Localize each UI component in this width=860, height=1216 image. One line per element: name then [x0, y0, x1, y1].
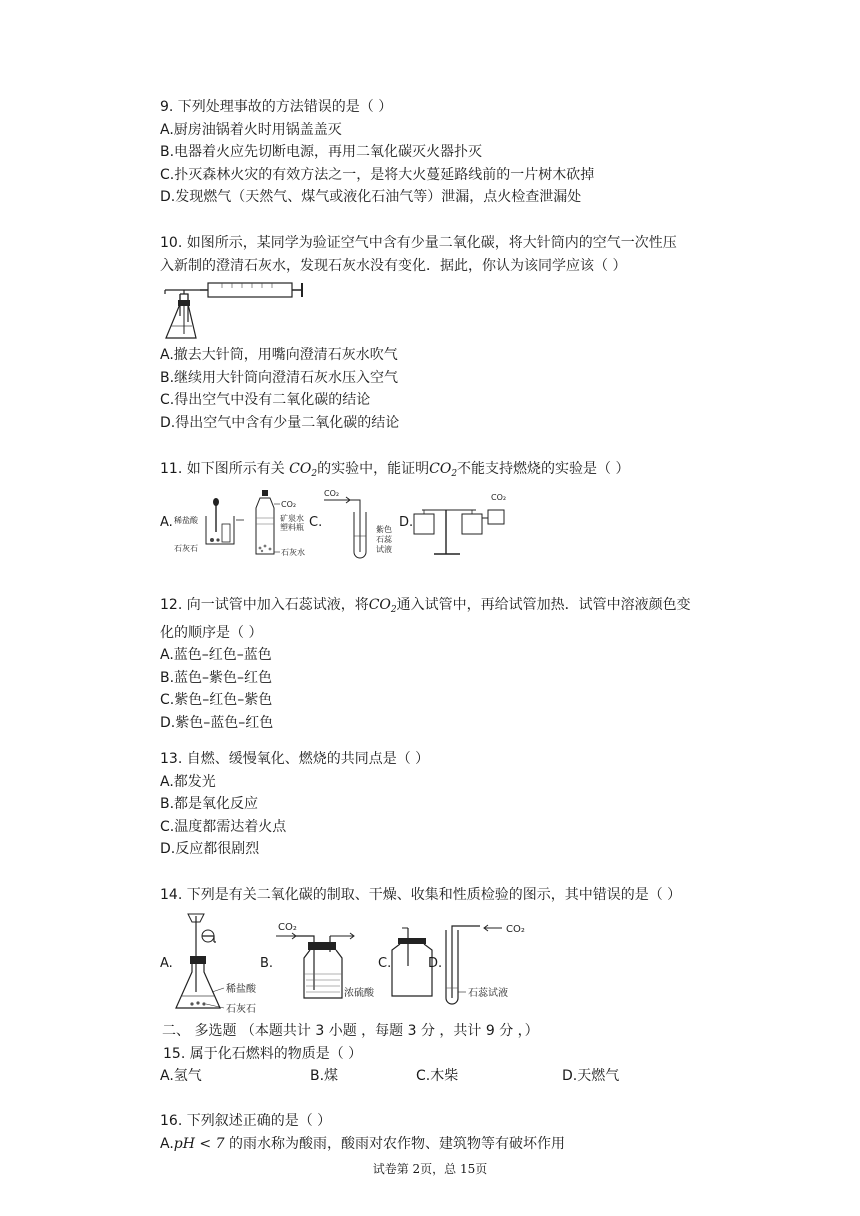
- question-13-stem: 13. 自燃、缓慢氧化、燃烧的共同点是（ ）: [160, 751, 430, 767]
- svg-text:塑料瓶: 塑料瓶: [280, 523, 304, 532]
- question-11-stem: 11. 如下图所示有关 $CO_2$的实验中，能证明$CO_2$不能支持燃烧的实验是（ ）: [160, 461, 630, 479]
- litmus-test-tube-diagram: [320, 488, 400, 560]
- question-10-option-c: C.得出空气中没有二氧化碳的结论: [160, 392, 371, 408]
- question-9-option-c: C.扑灭森林火灾的有效方法之一，是将大火蔓延路线前的一片树木砍掉: [160, 166, 595, 183]
- question-10-option-a: A.撤去大针筒，用嘴向澄清石灰水吹气: [160, 347, 398, 363]
- question-14-option-b-label: B.: [260, 956, 274, 971]
- question-12-option-d: D.紫色–蓝色–红色: [160, 714, 274, 731]
- question-15-option-b: B.煤: [310, 1068, 339, 1084]
- question-15-option-a: A.氢气: [160, 1068, 202, 1084]
- question-16-option-a: A.pH < 7 的雨水称为酸雨，酸雨对农作物、建筑物等有破坏作用: [160, 1135, 565, 1152]
- svg-text:CO₂: CO₂: [324, 489, 340, 498]
- question-12: 12. 向一试管中加入石蕊试液，将$CO_2$通入试管中，再给试管加热．试管中溶液颜色变 化的顺序是（ ） A.蓝色–红色–蓝色 B.蓝色–紫色–红色 C.紫色–红色–紫色 D.紫色–蓝色–红色: [160, 594, 740, 734]
- plastic-bottle-diagram: [252, 488, 312, 560]
- question-13: [160, 748, 740, 861]
- question-12-option-c: C.紫色–红色–紫色: [160, 692, 273, 708]
- co2-formula: $CO_2$: [289, 461, 318, 479]
- co2-formula: $CO_2$: [368, 597, 397, 615]
- flask-generator-diagram: [174, 912, 268, 1016]
- acid-limestone-beaker-diagram: [172, 496, 248, 554]
- question-9-option-a: A.厨房油锅着火时用锅盖盖灭: [160, 121, 342, 138]
- co2-formula: $CO_2$: [429, 461, 458, 479]
- svg-text:浓硫酸: 浓硫酸: [344, 988, 374, 999]
- question-14-option-c-label: C.: [378, 956, 392, 971]
- svg-text:石蕊: 石蕊: [376, 535, 392, 544]
- question-16: [160, 1110, 740, 1155]
- svg-text:石蕊试液: 石蕊试液: [468, 988, 508, 999]
- question-10-stem-line1: 10. 如图所示，某同学为验证空气中含有少量二氧化碳，将大针筒内的空气一次性压: [160, 235, 677, 251]
- svg-text:CO₂: CO₂: [278, 922, 297, 933]
- question-16-stem: 16. 下列叙述正确的是（ ）: [160, 1113, 332, 1129]
- page-footer: 试卷第 2页，总 15页: [372, 1162, 488, 1176]
- question-12-option-a: A.蓝色–红色–蓝色: [160, 647, 272, 663]
- question-15-stem: 15. 属于化石燃料的物质是（ ）: [163, 1046, 363, 1062]
- question-9-option-d: D.发现燃气（天然气、煤气或液化石油气等）泄漏，点火检查泄漏处: [160, 189, 582, 205]
- question-15-option-c: C.木柴: [416, 1068, 459, 1084]
- question-13-option-a: A.都发光: [160, 773, 216, 790]
- svg-text:CO₂: CO₂: [281, 500, 297, 509]
- svg-text:矿泉水: 矿泉水: [280, 514, 304, 523]
- question-10-options: [160, 344, 740, 434]
- svg-text:CO₂: CO₂: [491, 493, 507, 502]
- svg-text:试液: 试液: [376, 545, 392, 554]
- question-15-options: [160, 1065, 760, 1087]
- question-10-stem-line2: 入新制的澄清石灰水，发现石灰水没有变化．据此，你认为该同学应该（ ）: [160, 257, 627, 274]
- question-11-option-c-label: C.: [309, 515, 323, 530]
- question-10-option-d: D.得出空气中含有少量二氧化碳的结论: [160, 414, 400, 431]
- question-9-option-b: B.电器着火应先切断电源，再用二氧化碳灭火器扑灭: [160, 144, 483, 160]
- question-9: [160, 96, 740, 209]
- syringe-flask-diagram: [162, 280, 308, 342]
- question-13-option-d: D.反应都很剧烈: [160, 841, 260, 857]
- question-14-option-d-label: D.: [428, 956, 443, 971]
- wash-bottle-diagram: [274, 918, 374, 1008]
- section-2-heading: 二、 多选题 （本题共计 3 小题 ，每题 3 分 ，共计 9 分 ，）: [162, 1023, 539, 1039]
- svg-text:石灰石: 石灰石: [226, 1004, 256, 1015]
- balance-cups-diagram: [410, 488, 510, 560]
- svg-text:CO₂: CO₂: [506, 924, 525, 935]
- question-10-option-b: B.继续用大针筒向澄清石灰水压入空气: [160, 369, 399, 386]
- svg-text:稀盐酸: 稀盐酸: [226, 984, 256, 995]
- question-14-stem: 14. 下列是有关二氧化碳的制取、干燥、收集和性质检验的图示，其中错误的是（ ）: [160, 887, 682, 903]
- question-13-option-b: B.都是氧化反应: [160, 796, 259, 812]
- question-10: [160, 232, 740, 277]
- svg-text:石灰石: 石灰石: [174, 544, 198, 553]
- question-13-option-c: C.温度都需达着火点: [160, 818, 287, 835]
- question-15-option-d: D.天燃气: [562, 1068, 620, 1084]
- question-11-option-d-label: D.: [399, 515, 414, 530]
- question-9-stem: 9. 下列处理事故的方法错误的是（ ）: [160, 99, 393, 115]
- question-11-option-a-label: A.: [160, 515, 173, 530]
- litmus-tube-diagram: [440, 918, 560, 1008]
- svg-text:石灰水: 石灰水: [281, 548, 305, 557]
- svg-text:紫色: 紫色: [376, 525, 392, 534]
- svg-text:稀盐酸: 稀盐酸: [174, 516, 198, 525]
- question-12-option-b: B.蓝色–紫色–红色: [160, 669, 273, 686]
- question-12-stem-line2: 化的顺序是（ ）: [160, 624, 263, 641]
- question-14-option-a-label: A.: [160, 956, 173, 971]
